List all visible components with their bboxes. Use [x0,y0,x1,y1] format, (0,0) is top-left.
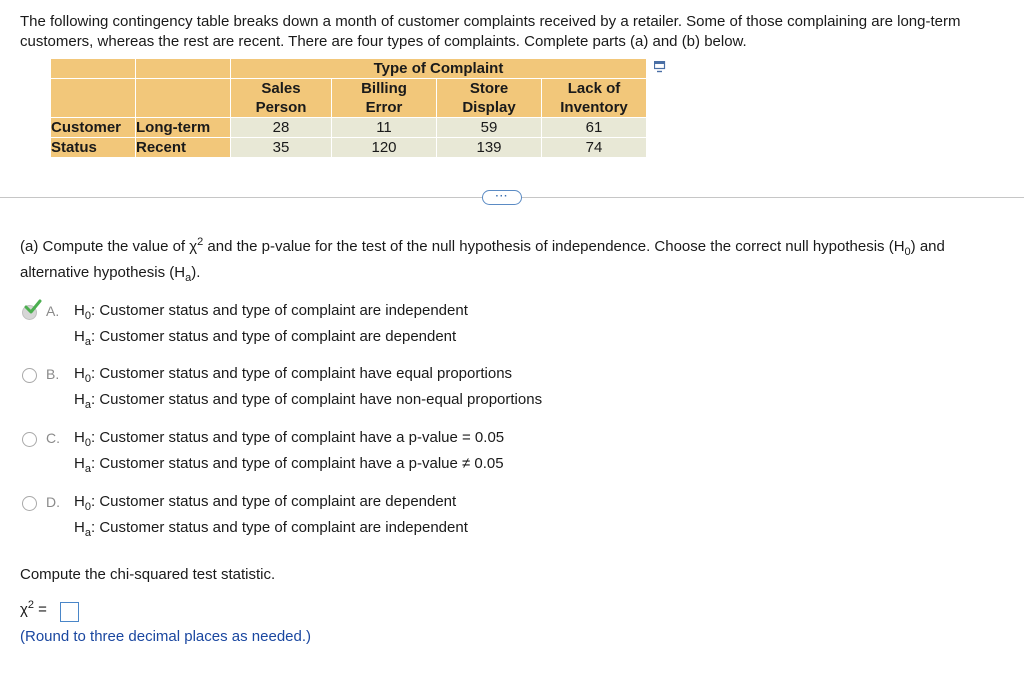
radio-button-b[interactable] [22,368,37,383]
chi-squared-answer-row [20,601,47,623]
table-cell: 120 [332,138,437,158]
column-group-header: Type of Complaint [231,59,647,79]
column-header-store-display: Store Display [437,79,542,118]
row-group-label: Status [51,138,136,158]
radio-button-c[interactable] [22,432,37,447]
table-cell: 139 [437,138,542,158]
table-cell: 28 [231,118,332,138]
column-header-billing-error: Billing Error [332,79,437,118]
row-label-long-term: Long-term [136,118,231,138]
option-letter: A. [46,303,60,319]
column-header-sales-person: Sales Person [231,79,332,118]
table-cell: 61 [542,118,647,138]
table-cell: 35 [231,138,332,158]
option-letter: C. [46,430,60,446]
radio-button-d[interactable] [22,496,37,511]
option-letter: D. [46,494,60,510]
option-h0: $H_0$: Customer status and type of complaint have a p-value = 0.05 [74,429,505,449]
table-cell: 11 [332,118,437,138]
option-ha: $H_a$: Customer status and type of complaint have a p-value ≠ 0.05 [74,455,504,475]
chi-squared-label: $\chi^2$ = [20,599,47,618]
option-ha: $H_a$: Customer status and type of complaint have non-equal proportions [74,391,543,411]
compute-instruction: Compute the chi-squared test statistic. [20,566,276,583]
rounding-note: (Round to three decimal places as needed.) [20,628,312,645]
checkmark-icon [24,299,42,315]
row-label-recent: Recent [136,138,231,158]
contingency-table [50,58,647,158]
table-cell: 74 [542,138,647,158]
chi-squared-input[interactable] [60,602,79,622]
option-ha: $H_a$: Customer status and type of complaint are dependent [74,328,457,348]
option-letter: B. [46,366,60,382]
row-group-label: Customer [51,118,136,138]
table-corner [51,59,136,79]
table-cell: 59 [437,118,542,138]
intro-text: The following contingency table breaks down a month of customer complaints received by a retailer. Some of those complaining are long-term customers, whereas the rest are recent. There are four types of complaints. Complete parts (a) and (b) below. [20,13,961,50]
option-h0: $H_0$: Customer status and type of complaint are dependent [74,493,457,513]
table-corner [136,79,231,118]
copy-icon[interactable] [654,61,666,73]
table-corner [136,59,231,79]
expand-more-button[interactable]: ··· [482,190,522,205]
option-h0: $H_0$: Customer status and type of complaint are independent [74,302,468,322]
table-corner [51,79,136,118]
part-a-question: (a) Compute the value of $\chi^2$ and the p-value for the test of the null hypothesis of independence. Choose the correct null hypothesis $(H_0)$ and alternative hypothesis $(H_a)$. [20,236,945,284]
option-ha: $H_a$: Customer status and type of complaint are independent [74,519,468,539]
option-h0: $H_0$: Customer status and type of complaint have equal proportions [74,365,513,385]
column-header-lack-of-inventory: Lack of Inventory [542,79,647,118]
